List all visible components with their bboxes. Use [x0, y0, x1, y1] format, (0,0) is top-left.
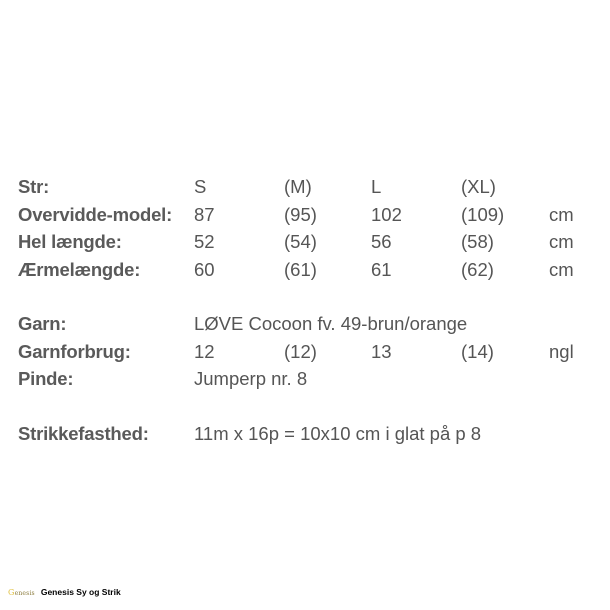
sizes-label: Str:	[18, 176, 50, 197]
value-xl: (14)	[461, 340, 494, 362]
value-l: 56	[371, 231, 392, 252]
value-xl: (62)	[461, 258, 494, 280]
size-m: (M)	[284, 176, 312, 197]
value-s: 87	[194, 203, 215, 225]
gauge-row	[18, 420, 610, 448]
needles-row	[18, 365, 610, 393]
measurement-row-chest	[18, 201, 610, 229]
knitting-spec	[18, 173, 610, 447]
measurement-row-sleeve	[18, 256, 610, 284]
value-s: 12	[194, 340, 215, 362]
unit: cm	[549, 203, 574, 225]
unit: cm	[549, 231, 574, 252]
unit: cm	[549, 258, 574, 280]
value-s: 52	[194, 231, 215, 252]
yarn-usage-label: Garnforbrug:	[18, 340, 131, 362]
value-m: (12)	[284, 340, 317, 362]
yarn-row	[18, 310, 610, 338]
value-l: 13	[371, 340, 392, 362]
measurement-label: Hel længde:	[18, 231, 122, 252]
value-m: (61)	[284, 258, 317, 280]
size-s: S	[194, 176, 207, 197]
genesis-logo-icon: Genesis	[8, 587, 35, 597]
value-m: (95)	[284, 203, 317, 225]
needles-label: Pinde:	[18, 368, 74, 389]
spacer	[18, 283, 610, 310]
yarn-value: LØVE Cocoon fv. 49-brun/orange	[194, 313, 468, 334]
value-xl: (109)	[461, 203, 505, 225]
yarn-label: Garn:	[18, 313, 67, 334]
footer	[8, 586, 121, 598]
gauge-value: 11m x 16p = 10x10 cm i glat på p 8	[194, 422, 482, 444]
value-m: (54)	[284, 231, 317, 252]
value-xl: (58)	[461, 231, 494, 252]
unit: ngl	[549, 340, 574, 362]
brand-name: Genesis Sy og Strik	[40, 587, 121, 597]
yarn-usage-row	[18, 338, 610, 366]
measurement-row-length	[18, 228, 610, 256]
measurement-label: Overvidde-model:	[18, 203, 173, 225]
needles-value: Jumperp nr. 8	[194, 368, 308, 389]
spacer	[18, 393, 610, 420]
gauge-label: Strikkefasthed:	[18, 422, 149, 444]
size-xl: (XL)	[461, 176, 496, 197]
size-l: L	[371, 176, 382, 197]
value-s: 60	[194, 258, 215, 280]
sizes-row	[18, 173, 610, 201]
value-l: 61	[371, 258, 392, 280]
measurement-label: Ærmelængde:	[18, 258, 141, 280]
value-l: 102	[371, 203, 402, 225]
